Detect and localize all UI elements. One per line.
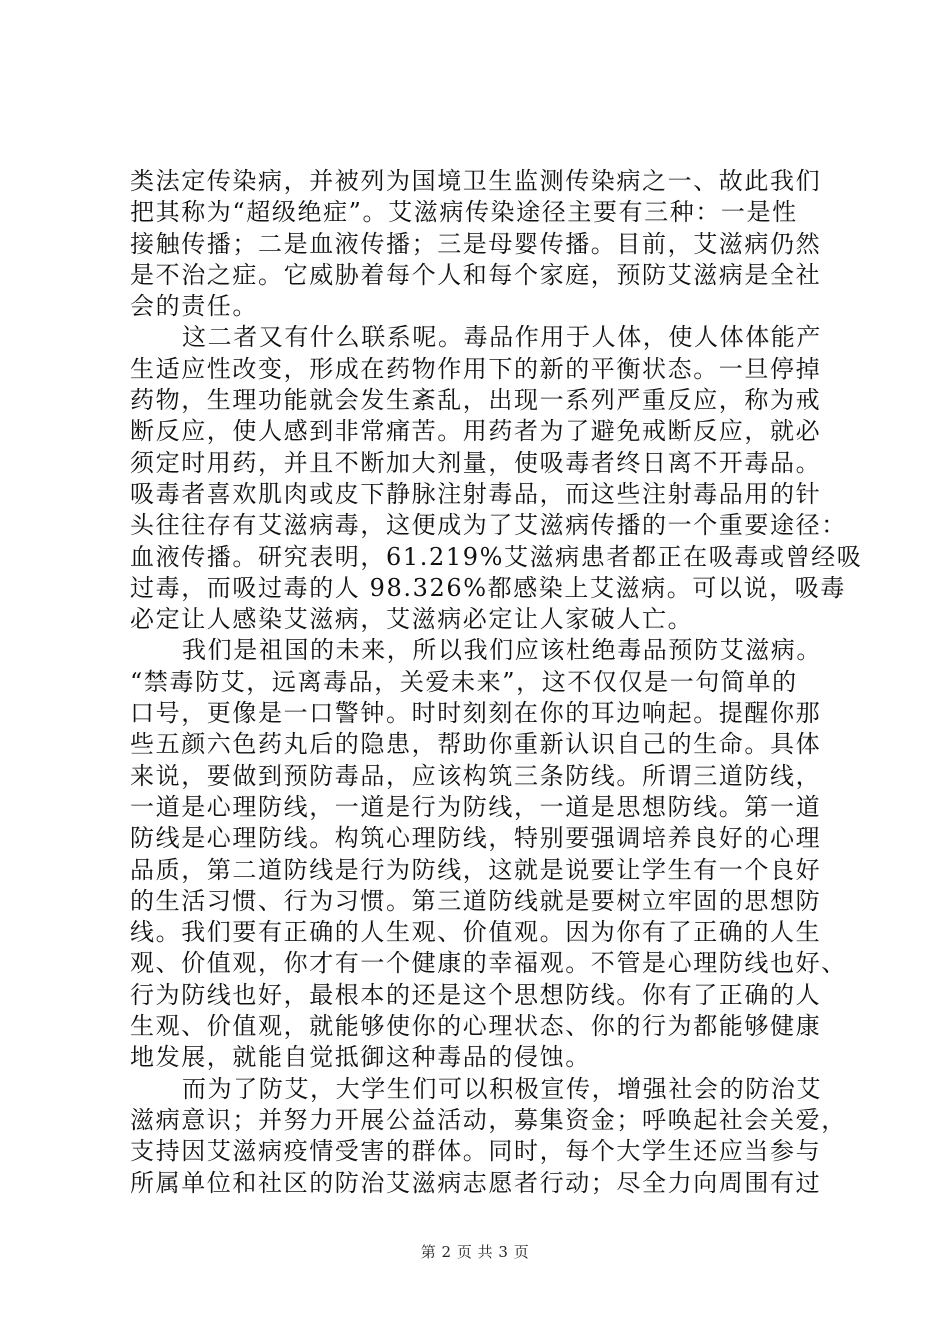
- text-line: 过毒，而吸过毒的人 98.326%都感染上艾滋病。可以说，吸毒: [130, 573, 847, 602]
- text-line: 吸毒者喜欢肌肉或皮下静脉注射毒品，而这些注射毒品用的针: [130, 479, 822, 508]
- text-line: 的生活习惯、行为习惯。第三道防线就是要树立牢固的思想防: [130, 886, 822, 915]
- text-line: 生观、价值观，就能够使你的心理状态、你的行为都能够健康: [130, 1012, 822, 1041]
- text-line: 所属单位和社区的防治艾滋病志愿者行动；尽全力向周围有过: [130, 1168, 822, 1197]
- text-line: 血液传播。研究表明，61.219%艾滋病患者都正在吸毒或曾经吸: [130, 542, 863, 571]
- text-line: 把其称为“超级绝症”。艾滋病传染途径主要有三种：一是性: [130, 198, 798, 227]
- text-line: 口号，更像是一口警钟。时时刻刻在你的耳边响起。提醒你那: [130, 699, 822, 728]
- paragraph-first-line: 这二者又有什么联系呢。毒品作用于人体，使人体体能产: [182, 323, 822, 352]
- text-line: 是不治之症。它威胁着每个人和每个家庭，预防艾滋病是全社: [130, 260, 822, 289]
- text-line: 一道是心理防线，一道是行为防线，一道是思想防线。第一道: [130, 792, 822, 821]
- text-line: 观、价值观，你才有一个健康的幸福观。不管是心理防线也好、: [130, 949, 847, 978]
- text-line: 生适应性改变，形成在药物作用下的新的平衡状态。一旦停掉: [130, 354, 822, 383]
- text-line: 滋病意识；并努力开展公益活动，募集资金；呼唤起社会关爱，: [130, 1105, 847, 1134]
- text-line: 断反应，使人感到非常痛苦。用药者为了避免戒断反应，就必: [130, 417, 822, 446]
- text-line: 支持因艾滋病疫情受害的群体。同时，每个大学生还应当参与: [130, 1137, 822, 1166]
- document-body: [130, 166, 863, 1199]
- text-line: 必定让人感染艾滋病，艾滋病必定让人家破人亡。: [130, 605, 694, 634]
- text-line: 会的责任。: [130, 292, 258, 321]
- paragraph-first-line: 我们是祖国的未来，所以我们应该杜绝毒品预防艾滋病。: [182, 636, 822, 665]
- text-line: 药物，生理功能就会发生紊乱，出现一系列严重反应，称为戒: [130, 386, 822, 415]
- text-line: 类法定传染病，并被列为国境卫生监测传染病之一、故此我们: [130, 167, 822, 195]
- text-line: 须定时用药，并且不断加大剂量，使吸毒者终日离不开毒品。: [130, 448, 822, 477]
- text-line: 地发展，就能自觉抵御这种毒品的侵蚀。: [130, 1043, 591, 1072]
- text-line: 行为防线也好，最根本的还是这个思想防线。你有了正确的人: [130, 980, 822, 1009]
- text-line: 接触传播；二是血液传播；三是母婴传播。目前，艾滋病仍然: [130, 229, 822, 258]
- paragraph-first-line: 而为了防艾，大学生们可以积极宣传，增强社会的防治艾: [182, 1074, 822, 1103]
- text-line: “禁毒防艾，远离毒品，关爱未来”，这不仅仅是一句简单的: [130, 667, 798, 696]
- text-line: 些五颜六色药丸后的隐患，帮助你重新认识自己的生命。具体: [130, 730, 822, 759]
- text-line: 线。我们要有正确的人生观、价值观。因为你有了正确的人生: [130, 918, 822, 947]
- text-line: 来说，要做到预防毒品，应该构筑三条防线。所谓三道防线，: [130, 761, 822, 790]
- text-line: 头往往存有艾滋病毒，这便成为了艾滋病传播的一个重要途径：: [130, 511, 847, 540]
- text-line: 品质，第二道防线是行为防线，这就是说要让学生有一个良好: [130, 855, 822, 884]
- page-number-footer: 第 2 页 共 3 页: [420, 1243, 530, 1261]
- text-line: 防线是心理防线。构筑心理防线，特别要强调培养良好的心理: [130, 824, 822, 853]
